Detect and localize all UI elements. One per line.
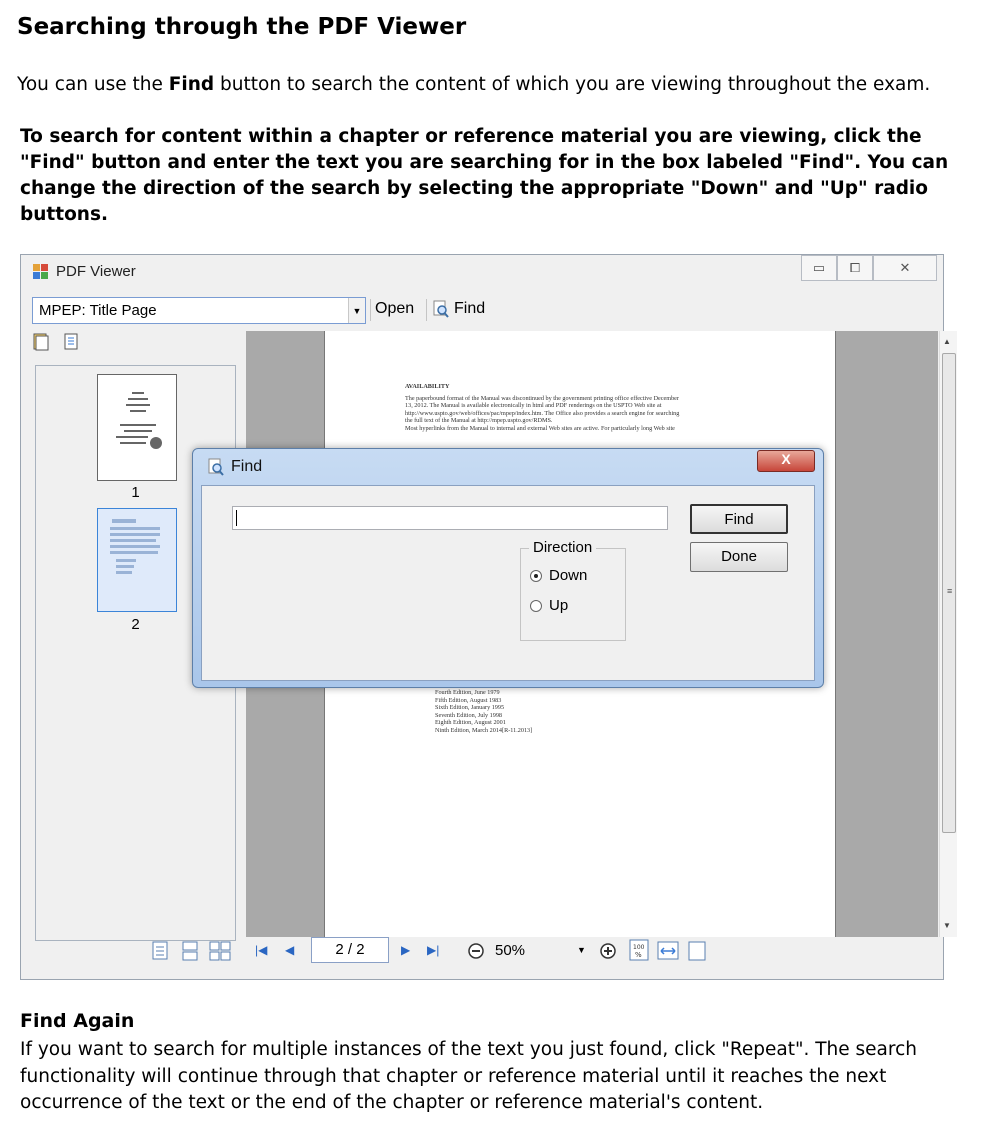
- bottom-toolbar: [29, 933, 937, 971]
- fit-width-icon[interactable]: [657, 941, 679, 961]
- zoom-out-icon[interactable]: [467, 942, 485, 960]
- window-title: PDF Viewer: [56, 263, 136, 280]
- vertical-scrollbar[interactable]: [939, 331, 957, 937]
- thumbnails-icon[interactable]: [33, 333, 49, 351]
- toolbar-separator: [426, 299, 427, 321]
- scrollbar-thumb[interactable]: [942, 353, 956, 833]
- find-dialog-title: Find: [231, 458, 263, 475]
- svg-text:100: 100: [633, 944, 645, 951]
- page-text-top: [405, 383, 679, 432]
- page-heading: Searching through the PDF Viewer: [17, 14, 467, 40]
- done-button[interactable]: Done: [690, 542, 788, 572]
- page-line: Eighth Edition, August 2001: [435, 719, 506, 726]
- thumbnail-label-2: 2: [131, 616, 140, 633]
- actual-size-icon[interactable]: [629, 939, 649, 961]
- thumbnail-toolbar: [33, 333, 79, 351]
- intro-bold-find: Find: [168, 74, 215, 95]
- scroll-up-icon[interactable]: ▲: [943, 337, 951, 346]
- toolbar-separator: [370, 299, 371, 321]
- page-line: Fifth Edition, August 1983: [435, 696, 502, 704]
- text-caret: [236, 510, 237, 526]
- find-next-button[interactable]: Find: [690, 504, 788, 534]
- scroll-down-icon[interactable]: ▼: [943, 921, 951, 930]
- page-heading-availability: AVAILABILITY: [405, 383, 450, 390]
- down-label: Down: [549, 567, 588, 584]
- last-page-icon[interactable]: ▶|: [427, 943, 440, 957]
- page-line: Most hyperlinks from the Manual to internal and external Web sites are active. For particularly long Web site: [405, 424, 675, 432]
- fit-page-icon[interactable]: [687, 941, 707, 961]
- find-button[interactable]: [432, 300, 485, 318]
- next-page-icon[interactable]: ▶: [401, 943, 411, 957]
- up-label: Up: [549, 597, 569, 614]
- page-number-field[interactable]: 2 / 2: [311, 937, 389, 963]
- find-text-input[interactable]: [232, 506, 668, 530]
- first-page-icon[interactable]: |◀: [255, 943, 268, 957]
- grip-icon: ≡: [947, 586, 953, 596]
- chapter-select[interactable]: [32, 297, 366, 324]
- page-thumbnail-2[interactable]: [97, 508, 177, 612]
- page-line: Seventh Edition, July 1998: [435, 711, 503, 719]
- find-label: Find: [454, 300, 486, 317]
- up-radio[interactable]: [530, 600, 542, 612]
- intro-after: button to search the content of which you are viewing throughout the exam.: [214, 74, 931, 95]
- close-window-button[interactable]: ✕: [873, 255, 937, 281]
- find-icon: [432, 300, 450, 318]
- open-button[interactable]: [375, 300, 414, 318]
- window-controls: [801, 255, 937, 281]
- down-radio[interactable]: [530, 570, 542, 582]
- zoom-level[interactable]: 50%: [495, 942, 526, 959]
- window-title-bar: [33, 263, 136, 280]
- direction-label: Direction: [529, 539, 596, 556]
- page-line: The paperbound format of the Manual was discontinued by the government printing office effective December: [405, 394, 679, 402]
- direction-down-option[interactable]: [530, 567, 587, 584]
- find-dialog-body: [201, 485, 815, 681]
- open-label: Open: [375, 300, 415, 317]
- facing-pages-icon[interactable]: [209, 941, 231, 961]
- page-line: Sixth Edition, January 1995: [435, 704, 505, 711]
- thumbnail-page-art: [98, 375, 176, 480]
- page-line: 13, 2012. The Manual is available electronically in html and PDF renderings on the USPTO Web site at: [405, 402, 662, 409]
- close-dialog-button[interactable]: X: [757, 450, 815, 472]
- zoom-in-icon[interactable]: [599, 942, 617, 960]
- chevron-down-icon[interactable]: ▼: [348, 298, 365, 323]
- thumbnail-label-1: 1: [131, 484, 140, 501]
- previous-page-icon[interactable]: ◀: [285, 943, 295, 957]
- find-dialog-title-bar: [207, 458, 262, 476]
- bookmarks-icon[interactable]: [63, 333, 79, 351]
- intro-text: [17, 74, 930, 95]
- page-thumbnail-1[interactable]: [97, 374, 177, 481]
- instructions-paragraph: To search for content within a chapter or reference material you are viewing, click the "Find" button and enter the text you are searching for in the box labeled "Find". You can change the direction of the search by selecting the appropriate "Down" and "Up" radio buttons.: [20, 126, 949, 225]
- find-again-heading: Find Again: [20, 1010, 135, 1032]
- find-again-text: If you want to search for multiple instances of the text you just found, click "Repeat". The search functionality will continue through that chapter or reference material until it reaches the next occurrence of the text or the end of the chapter or reference material's content.: [20, 1039, 917, 1113]
- page-text-bottom: [435, 689, 532, 734]
- app-icon: [33, 264, 49, 280]
- find-icon: [207, 458, 225, 476]
- maximize-button[interactable]: ⧠: [837, 255, 873, 281]
- find-dialog: [192, 448, 824, 688]
- direction-up-option[interactable]: [530, 597, 568, 614]
- page-line: http://www.uspto.gov/web/offices/pac/mpep/index.htm. The Office also provides a search engine for searching: [405, 409, 680, 417]
- page-line: Ninth Edition, March 2014[R-11.2013]: [435, 726, 533, 734]
- minimize-button[interactable]: ▭: [801, 255, 837, 281]
- page-line: Fourth Edition, June 1979: [435, 689, 500, 696]
- direction-group: [520, 539, 626, 641]
- single-page-icon[interactable]: [151, 941, 169, 961]
- main-toolbar: [29, 295, 935, 327]
- continuous-page-icon[interactable]: [181, 941, 199, 961]
- svg-text:%: %: [635, 951, 642, 959]
- thumbnail-page-art: [98, 509, 176, 611]
- page-line: the full text of the Manual at http://mpep.uspto.gov/RDMS.: [405, 417, 553, 424]
- chapter-select-value: MPEP: Title Page: [39, 302, 157, 319]
- zoom-dropdown-icon[interactable]: ▼: [577, 945, 586, 955]
- intro-before: You can use the: [17, 74, 169, 95]
